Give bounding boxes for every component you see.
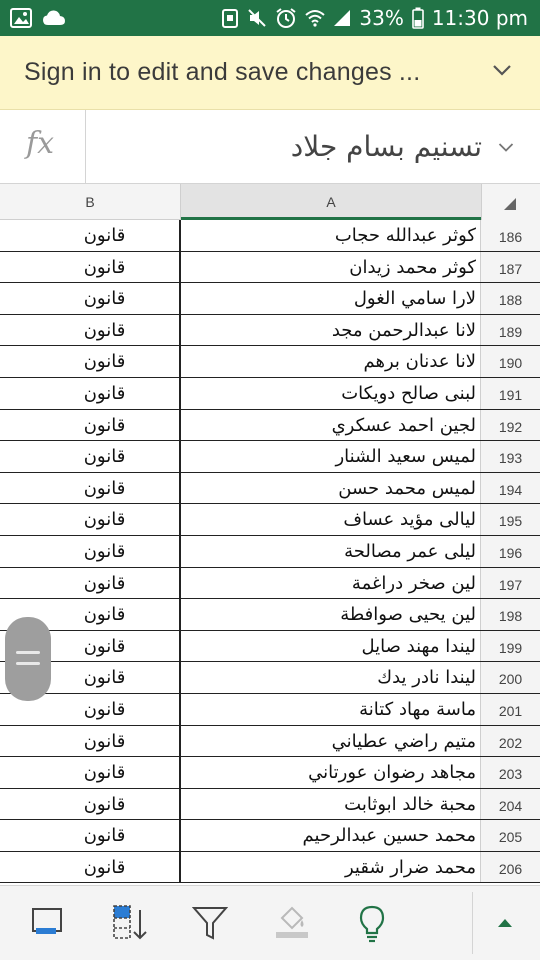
table-row[interactable] (0, 378, 540, 410)
toolbar-divider (472, 892, 473, 954)
cell-b[interactable]: قانون (0, 694, 181, 725)
cell-b[interactable]: قانون (0, 568, 181, 599)
row-header[interactable]: 196 (481, 536, 540, 567)
cell-b[interactable]: قانون (0, 473, 181, 504)
table-row[interactable] (0, 568, 540, 600)
cell-b[interactable]: قانون (0, 504, 181, 535)
cell-a[interactable]: لميس محمد حسن (181, 473, 481, 504)
cell-a[interactable]: ليلى عمر مصالحة (181, 536, 481, 567)
handle-grip-line (16, 651, 40, 654)
row-header[interactable]: 194 (481, 473, 540, 504)
row-header[interactable]: 188 (481, 283, 540, 314)
battery-icon (412, 7, 424, 29)
cell-b[interactable]: قانون (0, 789, 181, 820)
cell-a[interactable]: لجين احمد عسكري (181, 410, 481, 441)
scroll-handle[interactable] (5, 617, 51, 701)
table-row[interactable] (0, 315, 540, 347)
cell-b[interactable]: قانون (0, 252, 181, 283)
table-row[interactable] (0, 757, 540, 789)
table-row[interactable] (0, 852, 540, 884)
status-bar (0, 0, 540, 36)
select-all-button[interactable] (481, 184, 540, 220)
cell-a[interactable]: متيم راضي عطياني (181, 726, 481, 757)
cell-a[interactable]: لين صخر دراغمة (181, 568, 481, 599)
handle-grip-line (16, 662, 40, 665)
cloud-icon (42, 9, 66, 27)
cell-b[interactable]: قانون (0, 441, 181, 472)
table-row[interactable] (0, 536, 540, 568)
view-icon[interactable] (30, 904, 66, 940)
column-header-a[interactable]: A (181, 184, 481, 220)
cell-a[interactable]: ليندا مهند صايل (181, 631, 481, 662)
mute-icon (247, 8, 267, 28)
column-headers (0, 184, 540, 220)
expand-toolbar-icon[interactable] (498, 919, 512, 927)
expand-formula-icon[interactable] (498, 142, 514, 153)
cell-b[interactable]: قانون (0, 220, 181, 251)
cell-b[interactable]: قانون (0, 536, 181, 567)
lightbulb-icon[interactable] (356, 904, 388, 944)
fx-icon: fx (26, 126, 55, 161)
chevron-down-icon[interactable] (492, 63, 512, 77)
filter-icon[interactable] (192, 904, 228, 942)
table-row[interactable] (0, 662, 540, 694)
row-header[interactable]: 195 (481, 504, 540, 535)
signal-icon (333, 9, 351, 27)
row-header[interactable]: 191 (481, 378, 540, 409)
table-row[interactable] (0, 410, 540, 442)
cell-a[interactable]: لانا عبدالرحمن مجد (181, 315, 481, 346)
row-header[interactable]: 187 (481, 252, 540, 283)
cell-b[interactable]: قانون (0, 599, 181, 630)
row-header[interactable]: 186 (481, 220, 540, 251)
cell-b[interactable]: قانون (0, 820, 181, 851)
cell-b[interactable]: قانون (0, 283, 181, 314)
android-notification-icon (221, 7, 239, 29)
select-all-icon (504, 198, 516, 210)
status-right (221, 0, 528, 36)
cell-a[interactable]: لانا عدنان برهم (181, 346, 481, 377)
cell-b[interactable]: قانون (0, 346, 181, 377)
table-row[interactable] (0, 504, 540, 536)
row-header[interactable]: 204 (481, 789, 540, 820)
column-header-b[interactable]: B (0, 184, 181, 220)
cell-b[interactable]: قانون (0, 631, 181, 662)
wifi-icon (305, 9, 325, 27)
sign-in-banner-text[interactable]: Sign in to edit and save changes ... (24, 58, 421, 86)
cell-b[interactable]: قانون (0, 726, 181, 757)
battery-percent: 33% (359, 6, 404, 30)
cell-b[interactable]: قانون (0, 662, 181, 693)
bottom-toolbar (0, 885, 540, 960)
cell-a[interactable]: محبة خالد ابوثابت (181, 789, 481, 820)
cell-a[interactable]: لارا سامي الغول (181, 283, 481, 314)
table-row[interactable] (0, 346, 540, 378)
cell-a[interactable]: مجاهد رضوان عورتاني (181, 757, 481, 788)
cell-a[interactable]: ليالى مؤيد عساف (181, 504, 481, 535)
cell-a[interactable]: كوثر محمد زيدان (181, 252, 481, 283)
cell-a[interactable]: كوثر عبدالله حجاب (181, 220, 481, 251)
alarm-icon (275, 7, 297, 29)
row-header[interactable]: 202 (481, 726, 540, 757)
table-row[interactable] (0, 789, 540, 821)
row-header[interactable]: 197 (481, 568, 540, 599)
fill-color-icon (274, 904, 310, 942)
table-row[interactable] (0, 283, 540, 315)
spreadsheet-grid[interactable] (0, 220, 540, 885)
cell-a[interactable]: لبنى صالح دويكات (181, 378, 481, 409)
row-header[interactable]: 198 (481, 599, 540, 630)
cell-a[interactable]: محمد ضرار شقير (181, 852, 481, 883)
function-button[interactable] (0, 110, 86, 184)
clock-time: 11:30 pm (431, 6, 528, 30)
cell-a[interactable]: محمد حسين عبدالرحيم (181, 820, 481, 851)
row-header[interactable]: 203 (481, 757, 540, 788)
cell-b[interactable]: قانون (0, 410, 181, 441)
cell-a[interactable]: ماسة مهاد كتانة (181, 694, 481, 725)
row-header[interactable]: 201 (481, 694, 540, 725)
table-row[interactable] (0, 220, 540, 252)
sort-icon[interactable] (110, 904, 150, 942)
gallery-icon (10, 8, 32, 28)
table-row[interactable] (0, 441, 540, 473)
cell-a[interactable]: لين يحيى صوافطة (181, 599, 481, 630)
row-header[interactable]: 200 (481, 662, 540, 693)
row-header[interactable]: 192 (481, 410, 540, 441)
table-row[interactable] (0, 252, 540, 284)
row-header[interactable]: 189 (481, 315, 540, 346)
table-row[interactable] (0, 473, 540, 505)
cell-a[interactable]: ليندا نادر يدك (181, 662, 481, 693)
status-left (10, 8, 66, 28)
sign-in-banner[interactable] (0, 36, 540, 110)
formula-input[interactable]: تسنيم بسام جلاد (290, 130, 482, 163)
cell-b[interactable]: قانون (0, 315, 181, 346)
table-row[interactable] (0, 694, 540, 726)
cell-b[interactable]: قانون (0, 378, 181, 409)
row-header[interactable]: 206 (481, 852, 540, 883)
cell-b[interactable]: قانون (0, 757, 181, 788)
row-header[interactable]: 205 (481, 820, 540, 851)
table-row[interactable] (0, 599, 540, 631)
table-row[interactable] (0, 820, 540, 852)
cell-a[interactable]: لميس سعيد الشنار (181, 441, 481, 472)
row-header[interactable]: 199 (481, 631, 540, 662)
row-header[interactable]: 190 (481, 346, 540, 377)
table-row[interactable] (0, 726, 540, 758)
table-row[interactable] (0, 631, 540, 663)
formula-bar[interactable] (0, 110, 540, 184)
cell-b[interactable]: قانون (0, 852, 181, 883)
row-header[interactable]: 193 (481, 441, 540, 472)
